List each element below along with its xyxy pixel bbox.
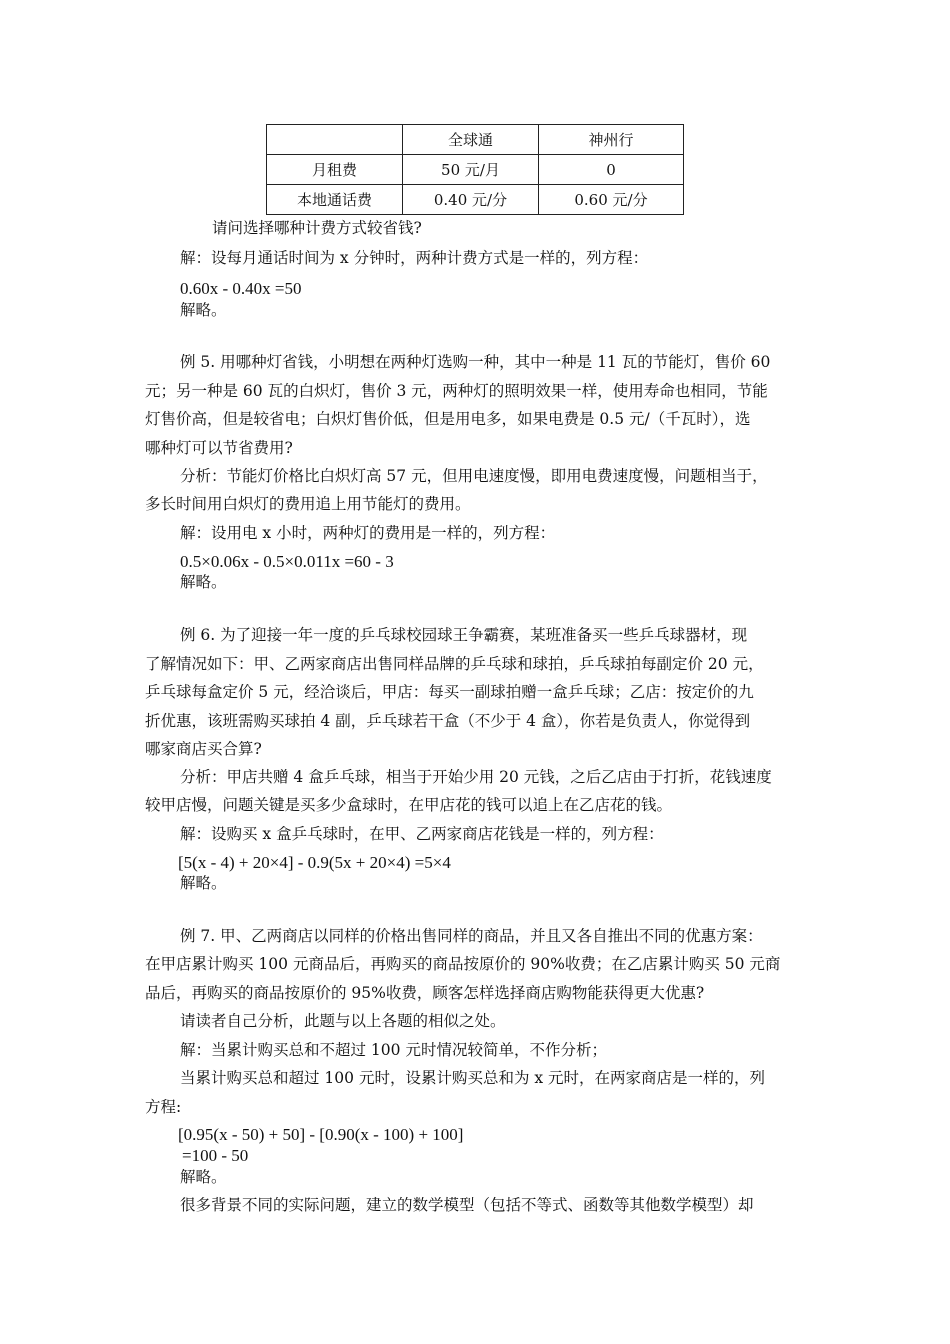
table-row bbox=[267, 155, 684, 185]
ex6-text-line: 折优惠，该班需购买球拍 4 副，乒乓球若干盒（不少于 4 盒），你若是负责人，你觉得到 bbox=[145, 712, 751, 730]
table-cell: 0.60 元/分 bbox=[539, 185, 684, 215]
ex7-equation: [0.95(x - 50) + 50] - [0.90(x - 100) + 100] bbox=[178, 1125, 464, 1144]
ex7-solution: 解：当累计购买总和不超过 100 元时情况较简单，不作分析； bbox=[180, 1041, 607, 1059]
ex6-analysis: 分析：甲店共赠 4 盒乒乓球，相当于开始少用 20 元钱，之后乙店由于打折，花钱速度 bbox=[180, 768, 772, 786]
table-cell: 本地通话费 bbox=[267, 185, 403, 215]
ex7-text-line: 例 7. 甲、乙两商店以同样的价格出售同样的商品，并且又各自推出不同的优惠方案： bbox=[180, 927, 763, 945]
ex5-analysis: 分析：节能灯价格比白炽灯高 57 元，但用电速度慢，即用电费速度慢，问题相当于， bbox=[180, 467, 768, 485]
ex4-solution: 解：设每月通话时间为 x 分钟时，两种计费方式是一样的，列方程： bbox=[180, 249, 649, 267]
ex7-solution: 方程: bbox=[145, 1098, 182, 1116]
ex5-omitted: 解略。 bbox=[180, 573, 227, 591]
ex6-text-line: 了解情况如下：甲、乙两家商店出售同样品牌的乒乓球和球拍，乒乓球拍每副定价 20 元， bbox=[145, 655, 764, 673]
phone-plan-table bbox=[266, 124, 684, 215]
ex7-omitted: 解略。 bbox=[180, 1168, 227, 1186]
ex7-reader-note: 请读者自己分析，此题与以上各题的相似之处。 bbox=[180, 1012, 506, 1030]
ex5-equation: 0.5×0.06x - 0.5×0.011x =60 - 3 bbox=[180, 552, 394, 571]
table-cell: 全球通 bbox=[403, 125, 539, 155]
ex6-text-line: 例 6. 为了迎接一年一度的乒乓球校园球王争霸赛，某班准备买一些乒乓球器材，现 bbox=[180, 626, 748, 644]
ex5-text-line: 例 5. 用哪种灯省钱，小明想在两种灯选购一种，其中一种是 11 瓦的节能灯，售价 60 bbox=[180, 353, 771, 371]
table-row bbox=[267, 185, 684, 215]
ex5-analysis: 多长时间用白炽灯的费用追上用节能灯的费用。 bbox=[145, 495, 471, 513]
ex5-text-line: 哪种灯可以节省费用? bbox=[145, 439, 293, 457]
ex6-solution: 解：设购买 x 盒乒乓球时，在甲、乙两家商店花钱是一样的，列方程： bbox=[180, 825, 664, 843]
ex4-equation: 0.60x - 0.40x =50 bbox=[180, 279, 302, 298]
table-row bbox=[267, 125, 684, 155]
ex4-question: 请问选择哪种计费方式较省钱? bbox=[212, 219, 422, 237]
ex7-equation: =100 - 50 bbox=[182, 1146, 249, 1165]
table-cell: 神州行 bbox=[539, 125, 684, 155]
ex7-text-line: 品后，再购买的商品按原价的 95%收费，顾客怎样选择商店购物能获得更大优惠? bbox=[145, 984, 705, 1002]
ex6-equation: [5(x - 4) + 20×4] - 0.9(5x + 20×4) =5×4 bbox=[178, 853, 451, 872]
ex6-analysis: 较甲店慢，问题关键是买多少盒球时，在甲店花的钱可以追上在乙店花的钱。 bbox=[145, 796, 673, 814]
ex6-text-line: 哪家商店买合算? bbox=[145, 740, 262, 758]
table-cell: 50 元/月 bbox=[403, 155, 539, 185]
ex4-omitted: 解略。 bbox=[180, 301, 227, 319]
closing-paragraph: 很多背景不同的实际问题，建立的数学模型（包括不等式、函数等其他数学模型）却 bbox=[180, 1196, 754, 1214]
ex6-text-line: 乒乓球每盒定价 5 元，经洽谈后，甲店：每买一副球拍赠一盒乒乓球；乙店：按定价的九 bbox=[145, 683, 754, 701]
table-cell: 月租费 bbox=[267, 155, 403, 185]
ex5-solution: 解：设用电 x 小时，两种灯的费用是一样的，列方程： bbox=[180, 524, 556, 542]
ex7-text-line: 在甲店累计购买 100 元商品后，再购买的商品按原价的 90%收费；在乙店累计购买 50 元商 bbox=[145, 955, 781, 973]
ex5-text-line: 灯售价高，但是较省电；白炽灯售价低，但是用电多，如果电费是 0.5 元/（千瓦时），选 bbox=[145, 410, 751, 428]
table-cell bbox=[267, 125, 403, 155]
ex5-text-line: 元；另一种是 60 瓦的白炽灯，售价 3 元，两种灯的照明效果一样，使用寿命也相同，节能 bbox=[145, 382, 768, 400]
ex7-solution: 当累计购买总和超过 100 元时，设累计购买总和为 x 元时，在两家商店是一样的，列 bbox=[180, 1069, 766, 1087]
table-cell: 0 bbox=[539, 155, 684, 185]
ex6-omitted: 解略。 bbox=[180, 874, 227, 892]
table-cell: 0.40 元/分 bbox=[403, 185, 539, 215]
